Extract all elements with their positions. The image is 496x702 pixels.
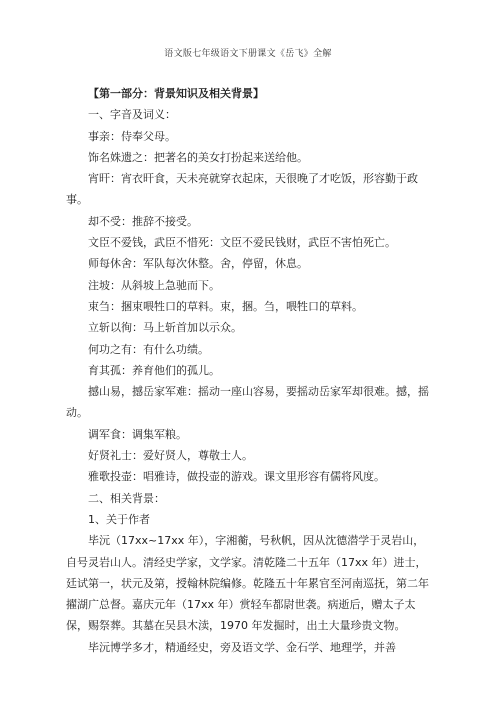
section-heading: 【第一部分：背景知识及相关背景】 [88,87,264,100]
subsection-heading: 一、字音及词义： [88,108,176,122]
vocab-entry: 文臣不爱钱，武臣不惜死：文臣不爱民钱财，武臣不害怕死亡。 [88,236,396,250]
vocab-entry: 却不受：推辞不接受。 [88,214,198,228]
vocab-entry: 雅歌投壶：唱雅诗，做投壶的游戏。课文里形容有儒将风度。 [88,470,385,484]
body-paragraph: 毕沅（17xx~17xx 年），字湘蘅，号秋帆，因从沈德潜学于灵岩山，自号灵岩山人。清经史学家，文学家。清乾隆二十五年（17xx 年）进士，廷试第一，状元及第，授翰林院编修。乾隆五十年累官至河南巡抚，第二年擢湖广总督。嘉庆元年（17xx 年）赏轻车都尉世袭。病逝后，赠太子太保，赐祭葬。其墓在吴县木渎，1970 年发掘时，出土大量珍贵文物。 [66,534,429,633]
vocab-entry: 撼山易，撼岳家军难：摇动一座山容易，要摇动岳家军却很难。撼，摇动。 [66,385,429,420]
vocab-entry: 注坡：从斜坡上急驰而下。 [88,278,220,292]
topic-heading: 1、关于作者 [88,512,150,526]
page-header-title: 语文版七年级语文下册课文《岳飞》全解 [164,49,332,59]
vocab-entry: 立斩以徇：马上斩首加以示众。 [88,321,242,335]
document-body [66,83,432,658]
body-paragraph: 毕沅博学多才，精通经史，旁及语文学、金石学、地理学，并善 [88,640,396,654]
vocab-entry: 束刍：捆束喂牲口的草料。束，捆。刍，喂牲口的草料。 [88,299,363,313]
vocab-entry: 好贤礼士：爱好贤人，尊敬士人。 [88,449,253,463]
vocab-entry: 育其孤：养育他们的孤儿。 [88,363,220,377]
vocab-entry: 何功之有：有什么功绩。 [88,342,209,356]
vocab-entry: 师每休舍：军队每次休整。舍，停留，休息。 [88,257,308,271]
subsection-heading: 二、相关背景： [88,491,165,505]
vocab-entry: 宵旰：宵衣旰食，天未亮就穿衣起床，天很晚了才吃饭，形容勤于政事。 [66,172,418,207]
vocab-entry: 调军食：调集军粮。 [88,427,187,441]
vocab-entry: 饰名姝遗之：把著名的美女打扮起来送给他。 [88,150,308,164]
vocab-entry: 事亲：侍奉父母。 [88,129,176,143]
